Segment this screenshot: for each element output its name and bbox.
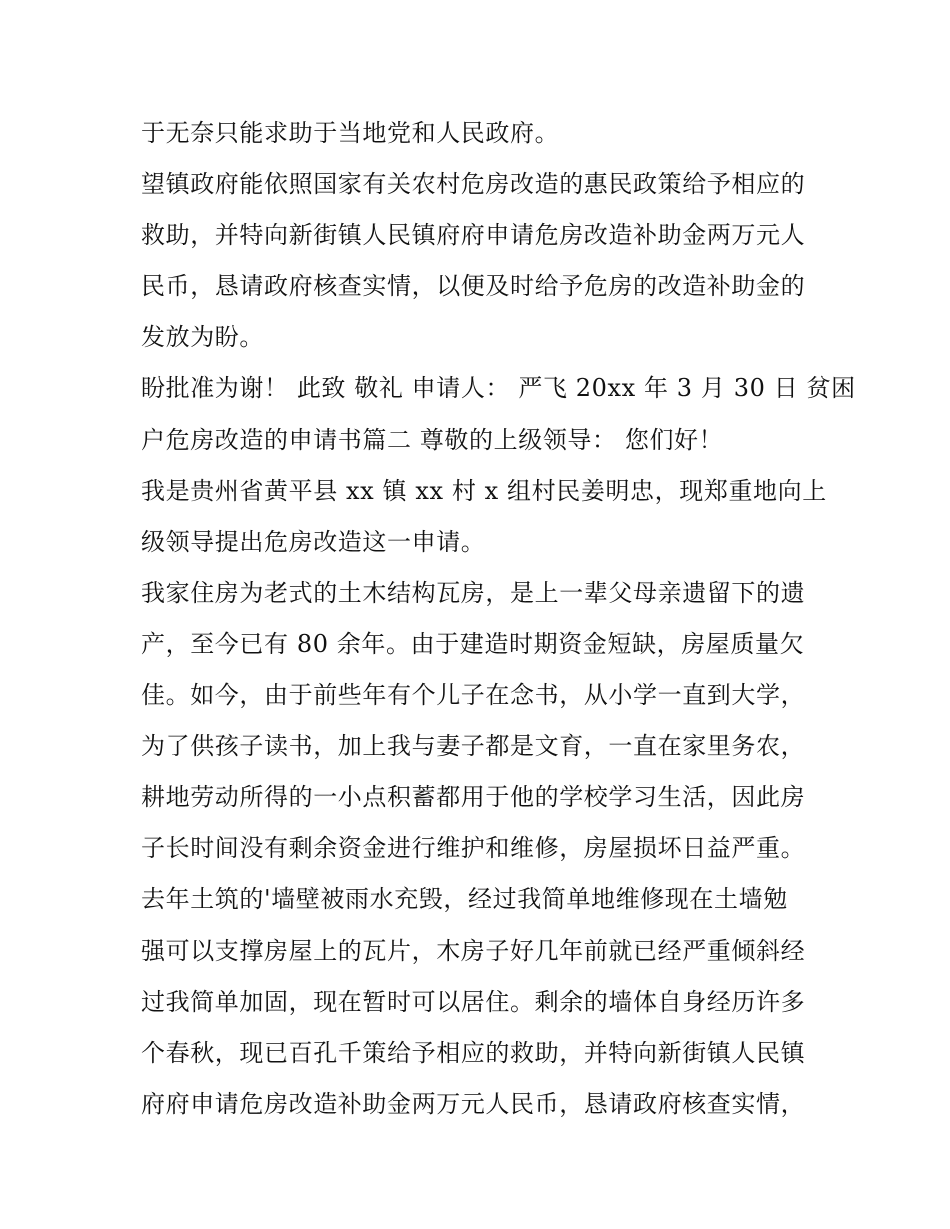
text-line: 发放为盼。 [141,323,264,352]
text-line: 望镇政府能依照国家有关农村危房改造的惠民政策给予相应的 [141,170,806,199]
text-line: 于无奈只能求助于当地党和人民政府。 [141,119,560,147]
text-line: 耕地劳动所得的一小点积蓄都用于他的学校学习生活，因此房 [141,783,806,812]
text-line: 户危房改造的申请书篇二 尊敬的上级领导： 您们好！ [141,425,724,454]
text-line: 个春秋，现已百孔千策给予相应的救助，并特向新街镇人民镇 [141,1038,806,1067]
text-line: 盼批准为谢！ 此致 敬礼 申请人： 严飞 20xx 年 3 月 30 日 贫困 [141,374,856,403]
text-line: 佳。如今，由于前些年有个儿子在念书，从小学一直到大学， [141,681,806,710]
document-body [141,108,856,1130]
text-line: 过我简单加固，现在暂时可以居住。剩余的墙体自身经历许多 [141,987,806,1016]
text-line: 民币，恳请政府核查实情，以便及时给予危房的改造补助金的 [141,272,806,301]
text-line: 我是贵州省黄平县 xx 镇 xx 村 x 组村民姜明忠，现郑重地向上 [141,476,827,505]
text-line: 我家住房为老式的土木结构瓦房，是上一辈父母亲遗留下的遗 [141,578,806,607]
text-line: 去年土筑的'墙壁被雨水充毁，经过我简单地维修现在土墙勉 [141,885,788,914]
text-line: 强可以支撑房屋上的瓦片，木房子好几年前就已经严重倾斜经 [141,936,806,965]
text-line: 救助，并特向新街镇人民镇府府申请危房改造补助金两万元人 [141,221,806,250]
text-line: 产，至今已有 80 余年。由于建造时期资金短缺，房屋质量欠 [141,629,805,658]
text-line: 为了供孩子读书，加上我与妻子都是文育，一直在家里务农， [141,732,806,761]
text-line: 级领导提出危房改造这一申请。 [141,527,486,556]
text-line: 府府申请危房改造补助金两万元人民币，恳请政府核查实情， [141,1089,806,1118]
text-line: 子长时间没有剩余资金进行维护和维修，房屋损坏日益严重。 [141,834,806,863]
